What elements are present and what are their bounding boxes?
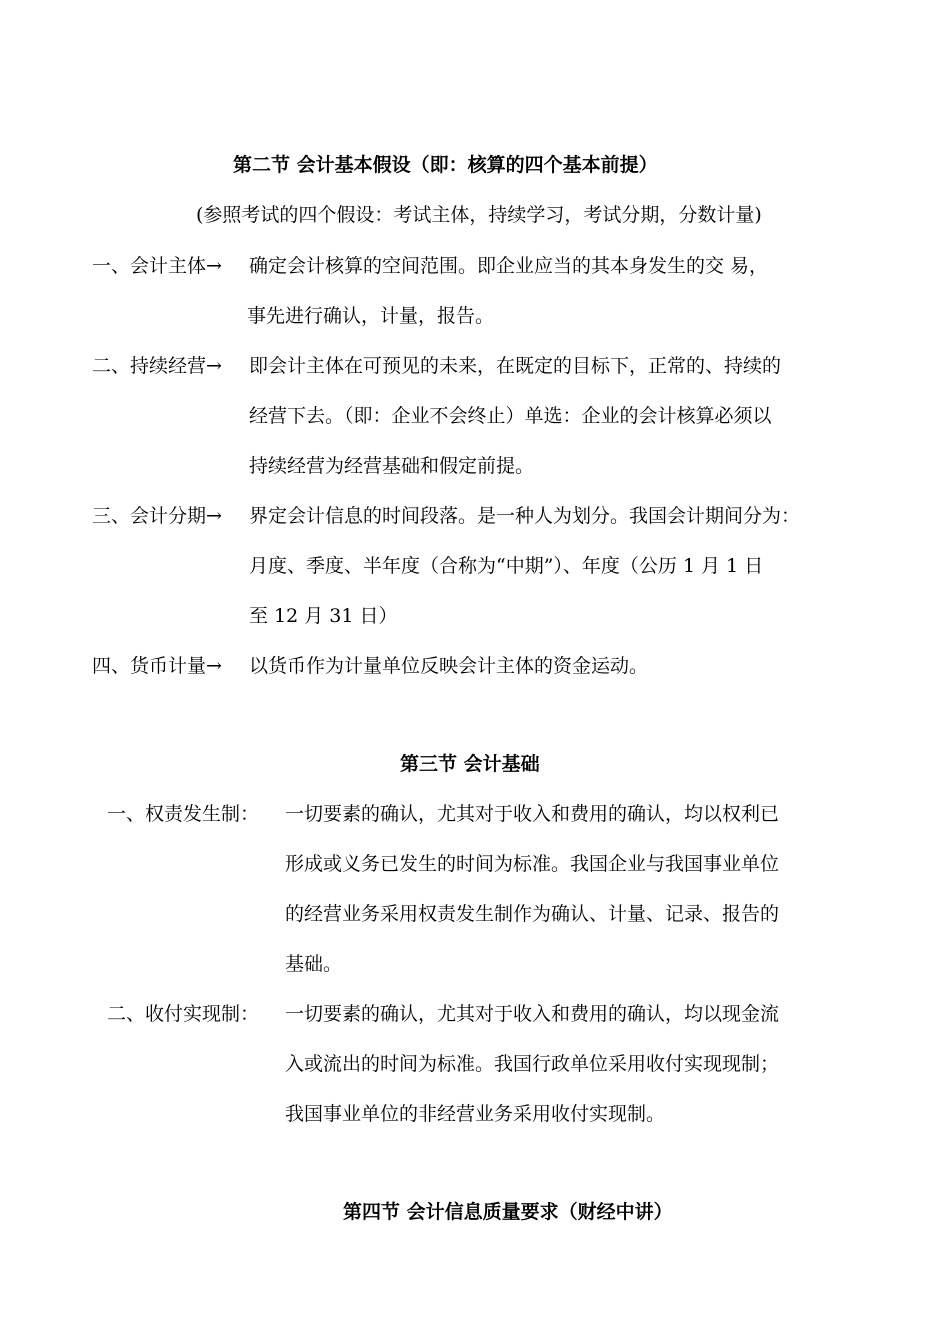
item-text-line: 确定会计核算的空间范围。即企业应当的其本身发生的交 易， [249,255,769,277]
item-label: 一、权责发生制： [107,803,260,825]
item-label: 二、收付实现制： [107,1003,260,1025]
section-3-title: 第三节 会计基础 [400,753,540,775]
item-label: 二、持续经营→ [92,355,222,377]
item-text-line: 以货币作为计量单位反映会计主体的资金运动。 [249,655,649,677]
item-text-line: 月度、季度、半年度（合称为“中期”）、年度（公历 1 月 1 日 [249,555,764,577]
section-2-title: 第二节 会计基本假设（即：核算的四个基本前提） [233,154,658,176]
item-text-line: 我国事业单位的非经营业务采用收付实现制。 [285,1103,666,1125]
item-label: 三、会计分期→ [92,505,222,527]
item-text-line: 持续经营为经营基础和假定前提。 [249,455,535,477]
item-text-line: 入或流出的时间为标准。我国行政单位采用收付实现现制； [285,1053,780,1075]
item-text-line: 事先进行确认，计量，报告。 [247,305,495,327]
item-text-line: 的经营业务采用权责发生制作为确认、计量、记录、报告的 [285,903,780,925]
item-text-line: 经营下去。（即：企业不会终止）单选：企业的会计核算必须以 [249,405,772,427]
item-text-line: 一切要素的确认，尤其对于收入和费用的确认，均以权利已 [285,803,780,825]
item-label: 一、会计主体→ [92,255,222,277]
item-text-line: 形成或义务已发生的时间为标准。我国企业与我国事业单位 [285,853,780,875]
item-label: 四、货币计量→ [92,655,222,677]
item-text-line: 至 12 月 31 日） [249,605,398,627]
section-4-title: 第四节 会计信息质量要求（财经中讲） [343,1201,673,1223]
section-2-note: (参照考试的四个假设：考试主体，持续学习，考试分期，分数计量) [196,204,762,226]
item-text-line: 界定会计信息的时间段落。是一种人为划分。我国会计期间分为： [249,505,801,527]
item-text-line: 一切要素的确认，尤其对于收入和费用的确认，均以现金流 [285,1003,780,1025]
item-text-line: 基础。 [285,953,343,975]
item-text-line: 即会计主体在可预见的未来，在既定的目标下，正常的、持续的 [249,355,782,377]
